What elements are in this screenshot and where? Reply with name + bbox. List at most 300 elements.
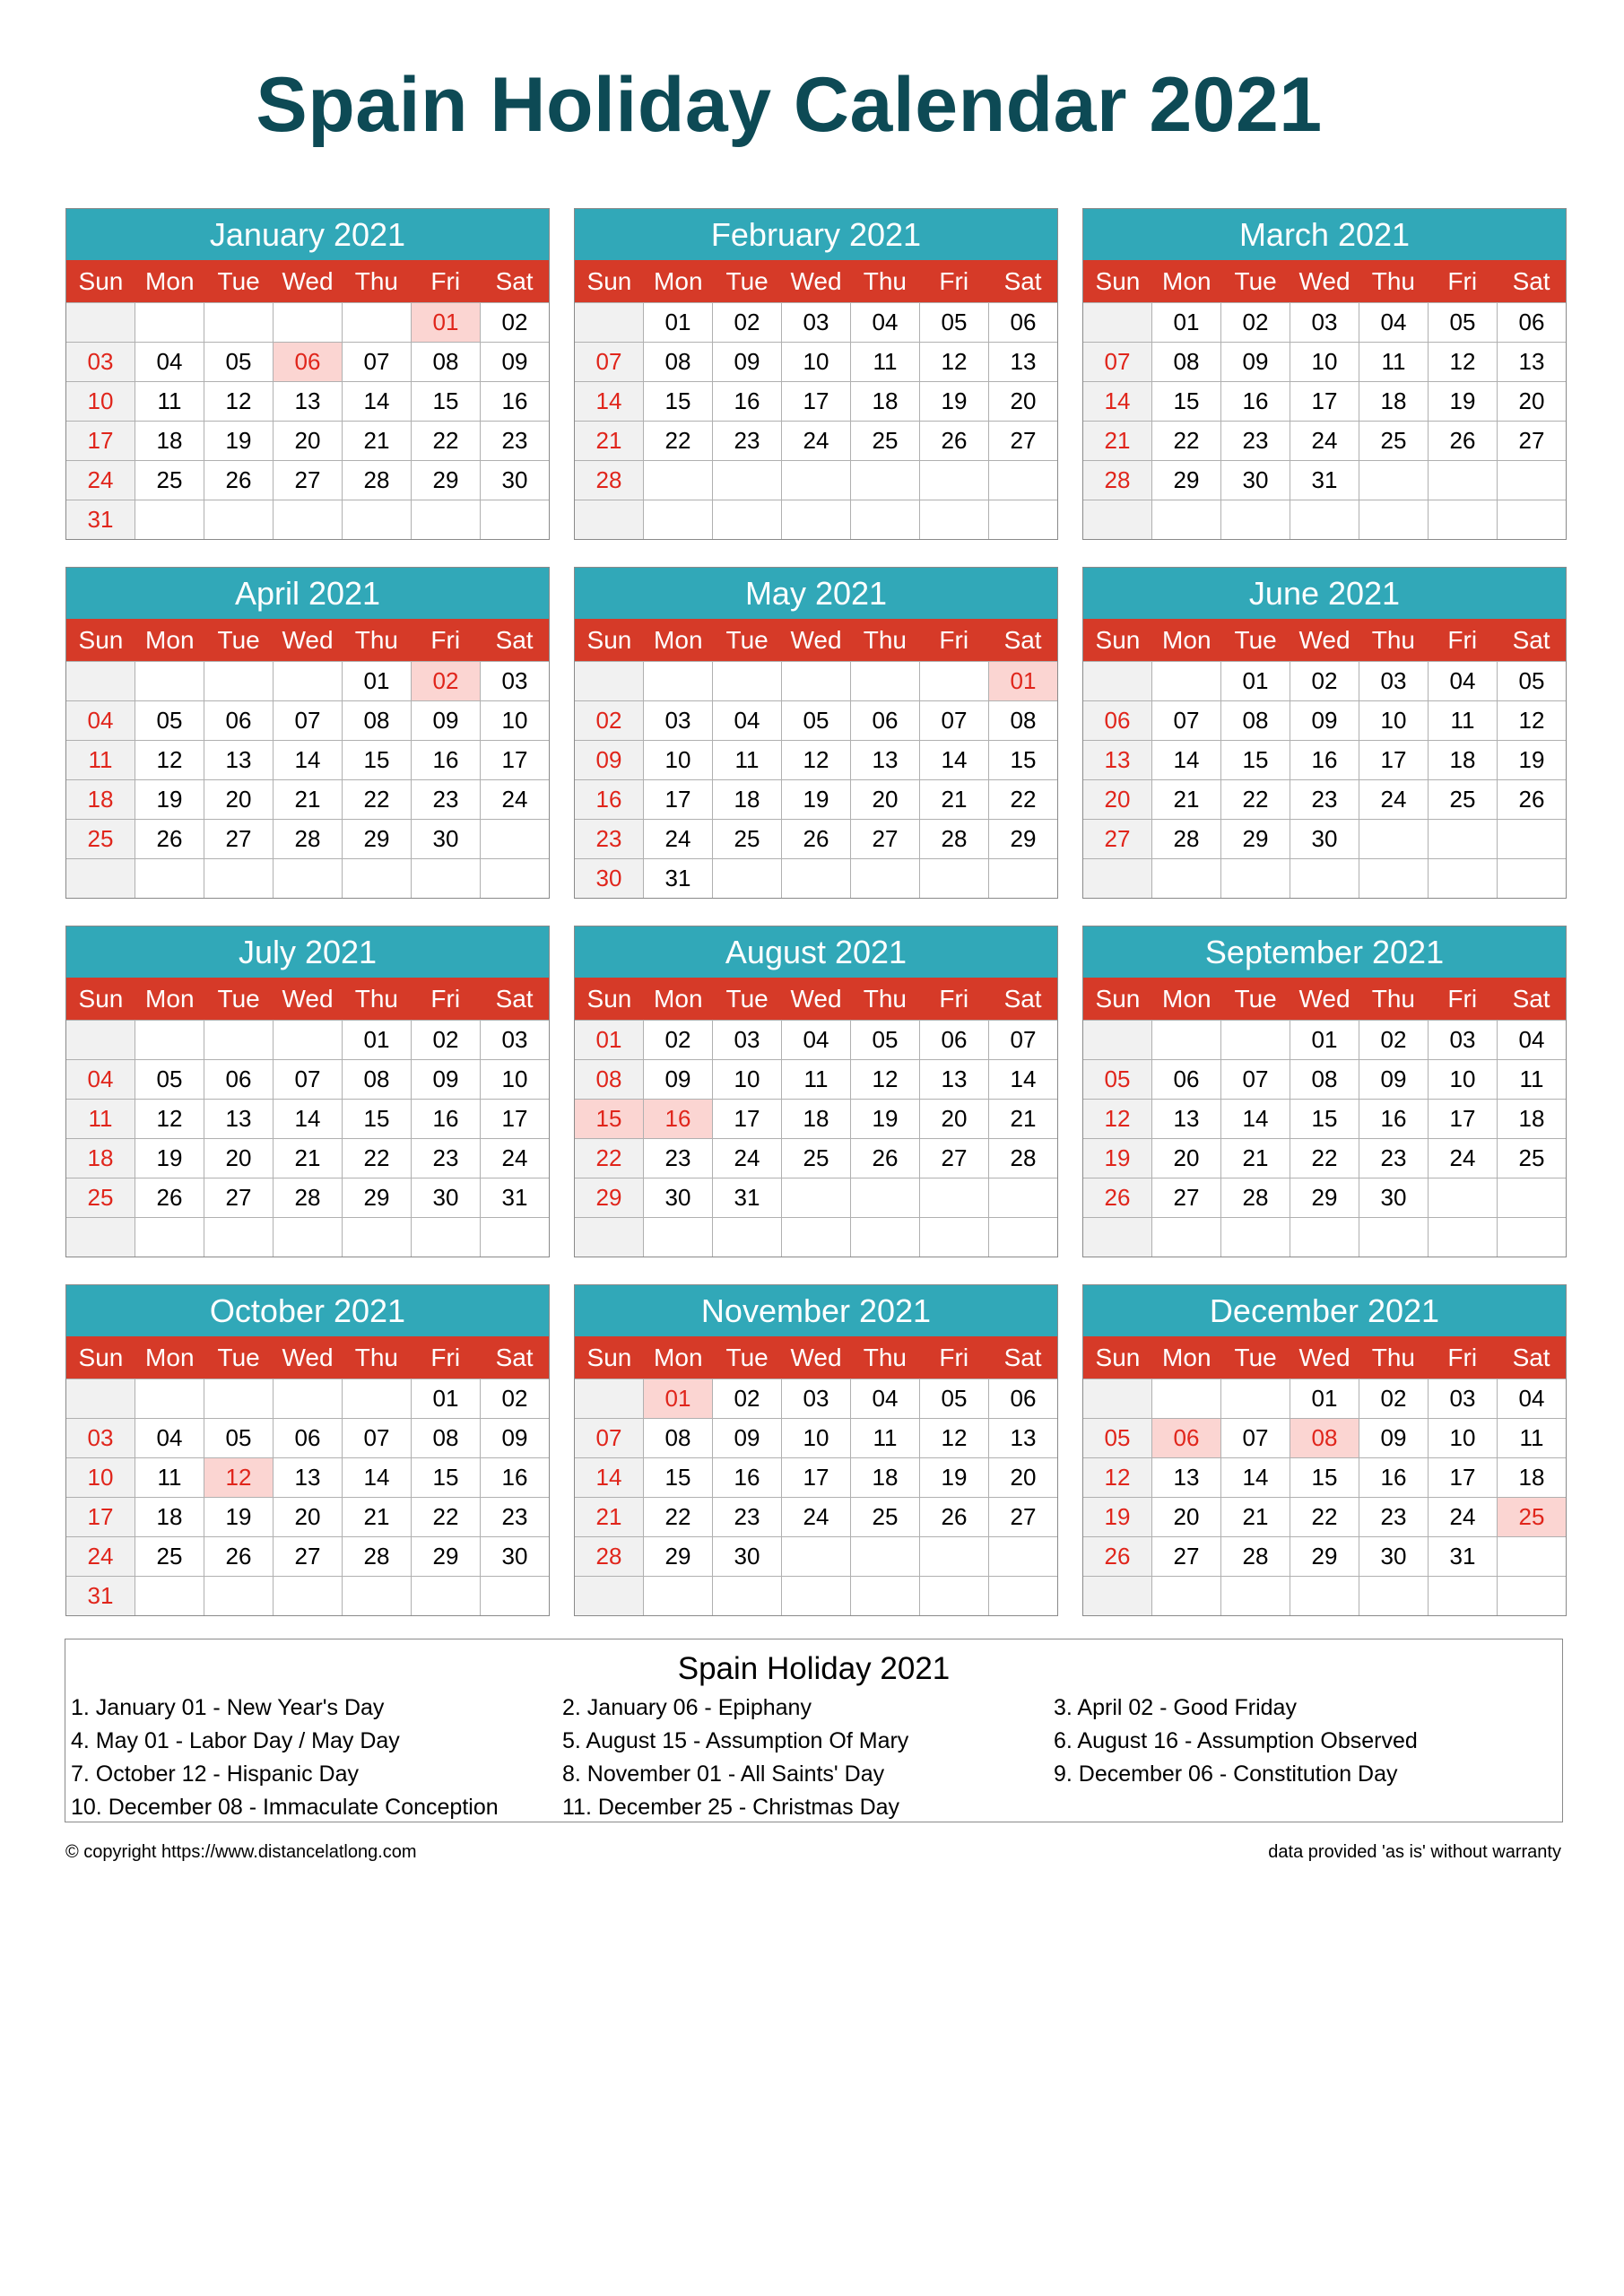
day-cell: 26 [135, 1178, 204, 1217]
day-cell: 29 [1290, 1178, 1359, 1217]
empty-day-cell [850, 1178, 919, 1217]
day-cell: 04 [1497, 1021, 1566, 1059]
day-cell: 17 [66, 1498, 135, 1536]
day-cell: 27 [850, 820, 919, 858]
day-cell: 23 [712, 422, 781, 460]
weekday-label: Mon [145, 1344, 195, 1371]
day-cell: 13 [988, 1419, 1057, 1457]
month-title: June 2021 [1083, 568, 1566, 619]
empty-day-cell [1428, 820, 1497, 858]
day-cell: 26 [1083, 1178, 1151, 1217]
empty-day-cell [273, 662, 342, 700]
day-cell: 13 [204, 741, 273, 779]
empty-day-cell [850, 662, 919, 700]
day-cell: 05 [135, 1060, 204, 1099]
weekday-label: Mon [654, 985, 703, 1013]
empty-day-cell [204, 1021, 273, 1059]
weekday-label: Thu [354, 267, 398, 295]
day-cell: 20 [273, 422, 342, 460]
day-cell: 15 [643, 382, 712, 421]
weekday-label: Thu [863, 626, 907, 654]
day-cell: 13 [919, 1060, 988, 1099]
empty-day-cell [135, 1218, 204, 1257]
day-cell: 07 [1220, 1419, 1290, 1457]
empty-day-cell [204, 1379, 273, 1418]
empty-day-cell [411, 500, 480, 539]
week-row [1083, 1418, 1566, 1457]
weekday-header-row [1083, 260, 1566, 302]
empty-day-cell [781, 1537, 850, 1576]
day-cell: 24 [643, 820, 712, 858]
empty-day-cell [850, 859, 919, 898]
day-cell: 25 [1428, 780, 1497, 819]
day-cell: 09 [1290, 701, 1359, 740]
month-calendar [1082, 926, 1567, 1257]
holiday-list-item: 4. May 01 - Labor Day / May Day [71, 1728, 400, 1753]
day-cell: 03 [1428, 1021, 1497, 1059]
empty-day-cell [411, 1218, 480, 1257]
empty-day-cell [135, 1379, 204, 1418]
empty-day-cell [850, 461, 919, 500]
weekday-label: Thu [863, 1344, 907, 1371]
empty-day-cell [1151, 1218, 1220, 1257]
empty-day-cell [575, 662, 643, 700]
holiday-list-item: 2. January 06 - Epiphany [562, 1695, 812, 1720]
month-title: February 2021 [575, 209, 1057, 260]
holiday-list-item: 10. December 08 - Immaculate Conception [71, 1795, 499, 1820]
day-cell: 29 [1290, 1537, 1359, 1576]
day-cell: 22 [342, 1139, 411, 1178]
day-cell: 19 [1083, 1498, 1151, 1536]
day-cell: 05 [919, 303, 988, 342]
day-cell: 12 [919, 1419, 988, 1457]
weekday-label: Thu [1371, 1344, 1415, 1371]
day-cell: 08 [575, 1060, 643, 1099]
week-row [1083, 302, 1566, 342]
empty-day-cell [1220, 1021, 1290, 1059]
day-cell: 19 [1497, 741, 1566, 779]
weekday-label: Sat [495, 985, 534, 1013]
day-cell: 25 [781, 1139, 850, 1178]
day-cell: 04 [850, 303, 919, 342]
holiday-list-item: 8. November 01 - All Saints' Day [562, 1761, 885, 1787]
empty-day-cell [480, 1218, 549, 1257]
weekday-label: Tue [217, 985, 260, 1013]
day-cell: 14 [273, 741, 342, 779]
empty-day-cell [135, 303, 204, 342]
day-cell: 03 [480, 1021, 549, 1059]
day-cell: 09 [712, 343, 781, 381]
empty-day-cell [850, 1577, 919, 1615]
day-cell: 10 [480, 1060, 549, 1099]
day-cell: 17 [1428, 1100, 1497, 1138]
day-cell: 27 [1151, 1537, 1220, 1576]
day-cell: 24 [781, 422, 850, 460]
day-cell: 09 [1220, 343, 1290, 381]
day-cell: 06 [988, 303, 1057, 342]
weekday-label: Sat [1512, 985, 1550, 1013]
empty-day-cell [135, 859, 204, 898]
day-cell: 03 [66, 1419, 135, 1457]
day-cell: 17 [66, 422, 135, 460]
day-cell: 18 [135, 1498, 204, 1536]
day-cell: 21 [1220, 1498, 1290, 1536]
month-title: April 2021 [66, 568, 549, 619]
day-cell: 12 [850, 1060, 919, 1099]
weekday-label: Sat [1512, 626, 1550, 654]
day-cell: 07 [575, 343, 643, 381]
weekday-label: Sun [586, 985, 632, 1013]
day-cell: 24 [66, 1537, 135, 1576]
week-row [66, 1418, 549, 1457]
weekday-label: Sun [1095, 985, 1141, 1013]
empty-day-cell [850, 500, 919, 539]
day-cell: 25 [66, 820, 135, 858]
empty-day-cell [1359, 859, 1428, 898]
day-cell: 20 [1151, 1139, 1220, 1178]
day-cell: 26 [850, 1139, 919, 1178]
day-cell: 23 [480, 422, 549, 460]
day-cell: 18 [135, 422, 204, 460]
month-title: July 2021 [66, 926, 549, 978]
empty-day-cell [1151, 1577, 1220, 1615]
month-calendar [574, 1284, 1058, 1616]
day-cell: 10 [480, 701, 549, 740]
day-cell: 06 [1151, 1060, 1220, 1099]
day-cell: 01 [1220, 662, 1290, 700]
day-cell: 03 [712, 1021, 781, 1059]
weekday-label: Wed [1298, 267, 1350, 295]
day-cell: 13 [988, 343, 1057, 381]
day-cell: 05 [1083, 1060, 1151, 1099]
holiday-day-cell: 01 [411, 303, 480, 342]
empty-day-cell [988, 500, 1057, 539]
weekday-label: Tue [217, 626, 260, 654]
empty-day-cell [575, 1379, 643, 1418]
day-cell: 14 [575, 1458, 643, 1497]
weekday-label: Fri [1447, 267, 1478, 295]
day-cell: 01 [1151, 303, 1220, 342]
empty-day-cell [643, 662, 712, 700]
day-cell: 08 [643, 1419, 712, 1457]
holiday-list-item: 9. December 06 - Constitution Day [1054, 1761, 1398, 1787]
empty-day-cell [988, 1178, 1057, 1217]
day-cell: 18 [1497, 1100, 1566, 1138]
day-cell: 16 [411, 1100, 480, 1138]
weekday-label: Wed [790, 985, 842, 1013]
day-cell: 12 [919, 343, 988, 381]
day-cell: 02 [712, 1379, 781, 1418]
week-row [1083, 1178, 1566, 1217]
empty-day-cell [781, 461, 850, 500]
empty-day-cell [1497, 461, 1566, 500]
weekday-label: Thu [863, 267, 907, 295]
empty-day-cell [781, 1577, 850, 1615]
day-cell: 07 [342, 1419, 411, 1457]
empty-day-cell [712, 461, 781, 500]
day-cell: 03 [781, 1379, 850, 1418]
day-cell: 11 [1359, 343, 1428, 381]
day-cell: 15 [342, 1100, 411, 1138]
holiday-day-cell: 25 [1497, 1498, 1566, 1536]
month-calendar [65, 926, 550, 1257]
day-cell: 20 [204, 1139, 273, 1178]
day-cell: 06 [988, 1379, 1057, 1418]
week-row [66, 421, 549, 460]
day-cell: 02 [411, 1021, 480, 1059]
day-cell: 22 [643, 1498, 712, 1536]
day-cell: 09 [411, 1060, 480, 1099]
week-row [66, 1378, 549, 1418]
week-row [575, 1576, 1057, 1615]
day-cell: 11 [135, 382, 204, 421]
day-cell: 14 [575, 382, 643, 421]
weekday-label: Tue [725, 626, 769, 654]
holiday-day-cell: 01 [643, 1379, 712, 1418]
day-cell: 10 [781, 1419, 850, 1457]
month-title: March 2021 [1083, 209, 1566, 260]
day-cell: 30 [712, 1537, 781, 1576]
day-cell: 18 [850, 1458, 919, 1497]
week-row [575, 342, 1057, 381]
weekday-label: Tue [1234, 626, 1277, 654]
day-cell: 10 [643, 741, 712, 779]
day-cell: 16 [1359, 1458, 1428, 1497]
day-cell: 12 [781, 741, 850, 779]
weekday-label: Fri [430, 1344, 461, 1371]
day-cell: 19 [135, 1139, 204, 1178]
day-cell: 17 [480, 741, 549, 779]
holiday-day-cell: 02 [411, 662, 480, 700]
day-cell: 28 [575, 1537, 643, 1576]
empty-day-cell [1359, 500, 1428, 539]
day-cell: 25 [135, 461, 204, 500]
day-cell: 13 [1151, 1458, 1220, 1497]
day-cell: 18 [66, 1139, 135, 1178]
month-title: May 2021 [575, 568, 1057, 619]
day-cell: 20 [1497, 382, 1566, 421]
empty-day-cell [66, 1021, 135, 1059]
day-cell: 17 [1359, 741, 1428, 779]
day-cell: 26 [204, 1537, 273, 1576]
empty-day-cell [1359, 820, 1428, 858]
month-calendar [65, 1284, 550, 1616]
holiday-day-cell: 06 [273, 343, 342, 381]
empty-day-cell [781, 1218, 850, 1257]
day-cell: 23 [411, 1139, 480, 1178]
weekday-label: Sun [1095, 1344, 1141, 1371]
weekday-label: Sun [1095, 626, 1141, 654]
weekday-label: Mon [145, 985, 195, 1013]
day-cell: 20 [988, 382, 1057, 421]
empty-day-cell [1497, 820, 1566, 858]
holiday-day-cell: 15 [575, 1100, 643, 1138]
day-cell: 02 [480, 303, 549, 342]
weekday-label: Fri [1447, 985, 1478, 1013]
empty-day-cell [1497, 1178, 1566, 1217]
day-cell: 04 [850, 1379, 919, 1418]
weekday-label: Sun [78, 1344, 124, 1371]
week-row [1083, 460, 1566, 500]
day-cell: 25 [66, 1178, 135, 1217]
day-cell: 21 [1151, 780, 1220, 819]
week-row [575, 1138, 1057, 1178]
day-cell: 07 [1151, 701, 1220, 740]
week-row [575, 1217, 1057, 1257]
empty-day-cell [204, 662, 273, 700]
week-row [1083, 1138, 1566, 1178]
day-cell: 11 [135, 1458, 204, 1497]
empty-day-cell [712, 1577, 781, 1615]
week-row [1083, 1457, 1566, 1497]
day-cell: 26 [1497, 780, 1566, 819]
weekday-label: Fri [430, 267, 461, 295]
day-cell: 11 [850, 343, 919, 381]
week-row [575, 1497, 1057, 1536]
day-cell: 26 [1083, 1537, 1151, 1576]
week-row [66, 1099, 549, 1138]
weekday-label: Wed [282, 985, 334, 1013]
day-cell: 30 [411, 1178, 480, 1217]
week-row [66, 1178, 549, 1217]
day-cell: 13 [1497, 343, 1566, 381]
day-cell: 23 [575, 820, 643, 858]
day-cell: 27 [273, 461, 342, 500]
day-cell: 04 [66, 701, 135, 740]
day-cell: 05 [135, 701, 204, 740]
empty-day-cell [1220, 1379, 1290, 1418]
day-cell: 24 [66, 461, 135, 500]
week-row [66, 342, 549, 381]
weekday-header-row [66, 619, 549, 661]
day-cell: 14 [988, 1060, 1057, 1099]
day-cell: 14 [1151, 741, 1220, 779]
weekday-label: Thu [1371, 626, 1415, 654]
week-row [1083, 500, 1566, 539]
day-cell: 08 [643, 343, 712, 381]
day-cell: 17 [480, 1100, 549, 1138]
day-cell: 29 [988, 820, 1057, 858]
empty-day-cell [850, 1218, 919, 1257]
day-cell: 01 [1290, 1021, 1359, 1059]
day-cell: 21 [988, 1100, 1057, 1138]
day-cell: 12 [1083, 1100, 1151, 1138]
day-cell: 25 [850, 1498, 919, 1536]
day-cell: 14 [342, 1458, 411, 1497]
day-cell: 14 [1220, 1100, 1290, 1138]
day-cell: 23 [480, 1498, 549, 1536]
empty-day-cell [1220, 1577, 1290, 1615]
month-title: November 2021 [575, 1285, 1057, 1336]
empty-day-cell [1083, 1577, 1151, 1615]
day-cell: 22 [411, 422, 480, 460]
day-cell: 04 [781, 1021, 850, 1059]
day-cell: 28 [1220, 1537, 1290, 1576]
week-row [1083, 1576, 1566, 1615]
day-cell: 13 [850, 741, 919, 779]
empty-day-cell [781, 500, 850, 539]
week-row [66, 1497, 549, 1536]
day-cell: 21 [342, 1498, 411, 1536]
empty-day-cell [1083, 859, 1151, 898]
day-cell: 24 [1428, 1498, 1497, 1536]
empty-day-cell [988, 859, 1057, 898]
empty-day-cell [1428, 859, 1497, 898]
day-cell: 27 [1151, 1178, 1220, 1217]
day-cell: 24 [712, 1139, 781, 1178]
empty-day-cell [1151, 500, 1220, 539]
day-cell: 05 [1428, 303, 1497, 342]
day-cell: 28 [273, 820, 342, 858]
day-cell: 12 [1497, 701, 1566, 740]
empty-day-cell [919, 859, 988, 898]
weekday-label: Tue [1234, 985, 1277, 1013]
day-cell: 30 [1359, 1178, 1428, 1217]
day-cell: 28 [988, 1139, 1057, 1178]
empty-day-cell [480, 820, 549, 858]
day-cell: 22 [643, 422, 712, 460]
week-row [575, 740, 1057, 779]
day-cell: 28 [1220, 1178, 1290, 1217]
day-cell: 22 [1290, 1498, 1359, 1536]
month-title: December 2021 [1083, 1285, 1566, 1336]
day-cell: 28 [273, 1178, 342, 1217]
month-calendar [1082, 208, 1567, 540]
day-cell: 20 [850, 780, 919, 819]
weekday-label: Fri [1447, 1344, 1478, 1371]
week-row [66, 460, 549, 500]
week-row [66, 1536, 549, 1576]
day-cell: 18 [1428, 741, 1497, 779]
day-cell: 28 [575, 461, 643, 500]
day-cell: 03 [1290, 303, 1359, 342]
weekday-label: Fri [430, 985, 461, 1013]
day-cell: 26 [204, 461, 273, 500]
day-cell: 25 [1497, 1139, 1566, 1178]
day-cell: 29 [1151, 461, 1220, 500]
empty-day-cell [919, 1218, 988, 1257]
day-cell: 02 [712, 303, 781, 342]
day-cell: 24 [1290, 422, 1359, 460]
weekday-label: Mon [1162, 985, 1211, 1013]
empty-day-cell [1220, 859, 1290, 898]
day-cell: 16 [575, 780, 643, 819]
month-calendar [574, 567, 1058, 899]
week-row [575, 779, 1057, 819]
day-cell: 01 [643, 303, 712, 342]
page-title: Spain Holiday Calendar 2021 [256, 62, 1323, 148]
week-row [575, 819, 1057, 858]
empty-day-cell [66, 303, 135, 342]
weekday-label: Sat [1512, 267, 1550, 295]
day-cell: 30 [1359, 1537, 1428, 1576]
empty-day-cell [135, 500, 204, 539]
day-cell: 07 [988, 1021, 1057, 1059]
weekday-label: Fri [939, 1344, 969, 1371]
day-cell: 24 [1428, 1139, 1497, 1178]
day-cell: 22 [1151, 422, 1220, 460]
empty-day-cell [342, 1379, 411, 1418]
day-cell: 09 [643, 1060, 712, 1099]
week-row [66, 661, 549, 700]
weekday-label: Sun [78, 985, 124, 1013]
week-row [1083, 819, 1566, 858]
empty-day-cell [411, 859, 480, 898]
empty-day-cell [1428, 1218, 1497, 1257]
day-cell: 13 [1151, 1100, 1220, 1138]
day-cell: 21 [273, 1139, 342, 1178]
day-cell: 22 [342, 780, 411, 819]
